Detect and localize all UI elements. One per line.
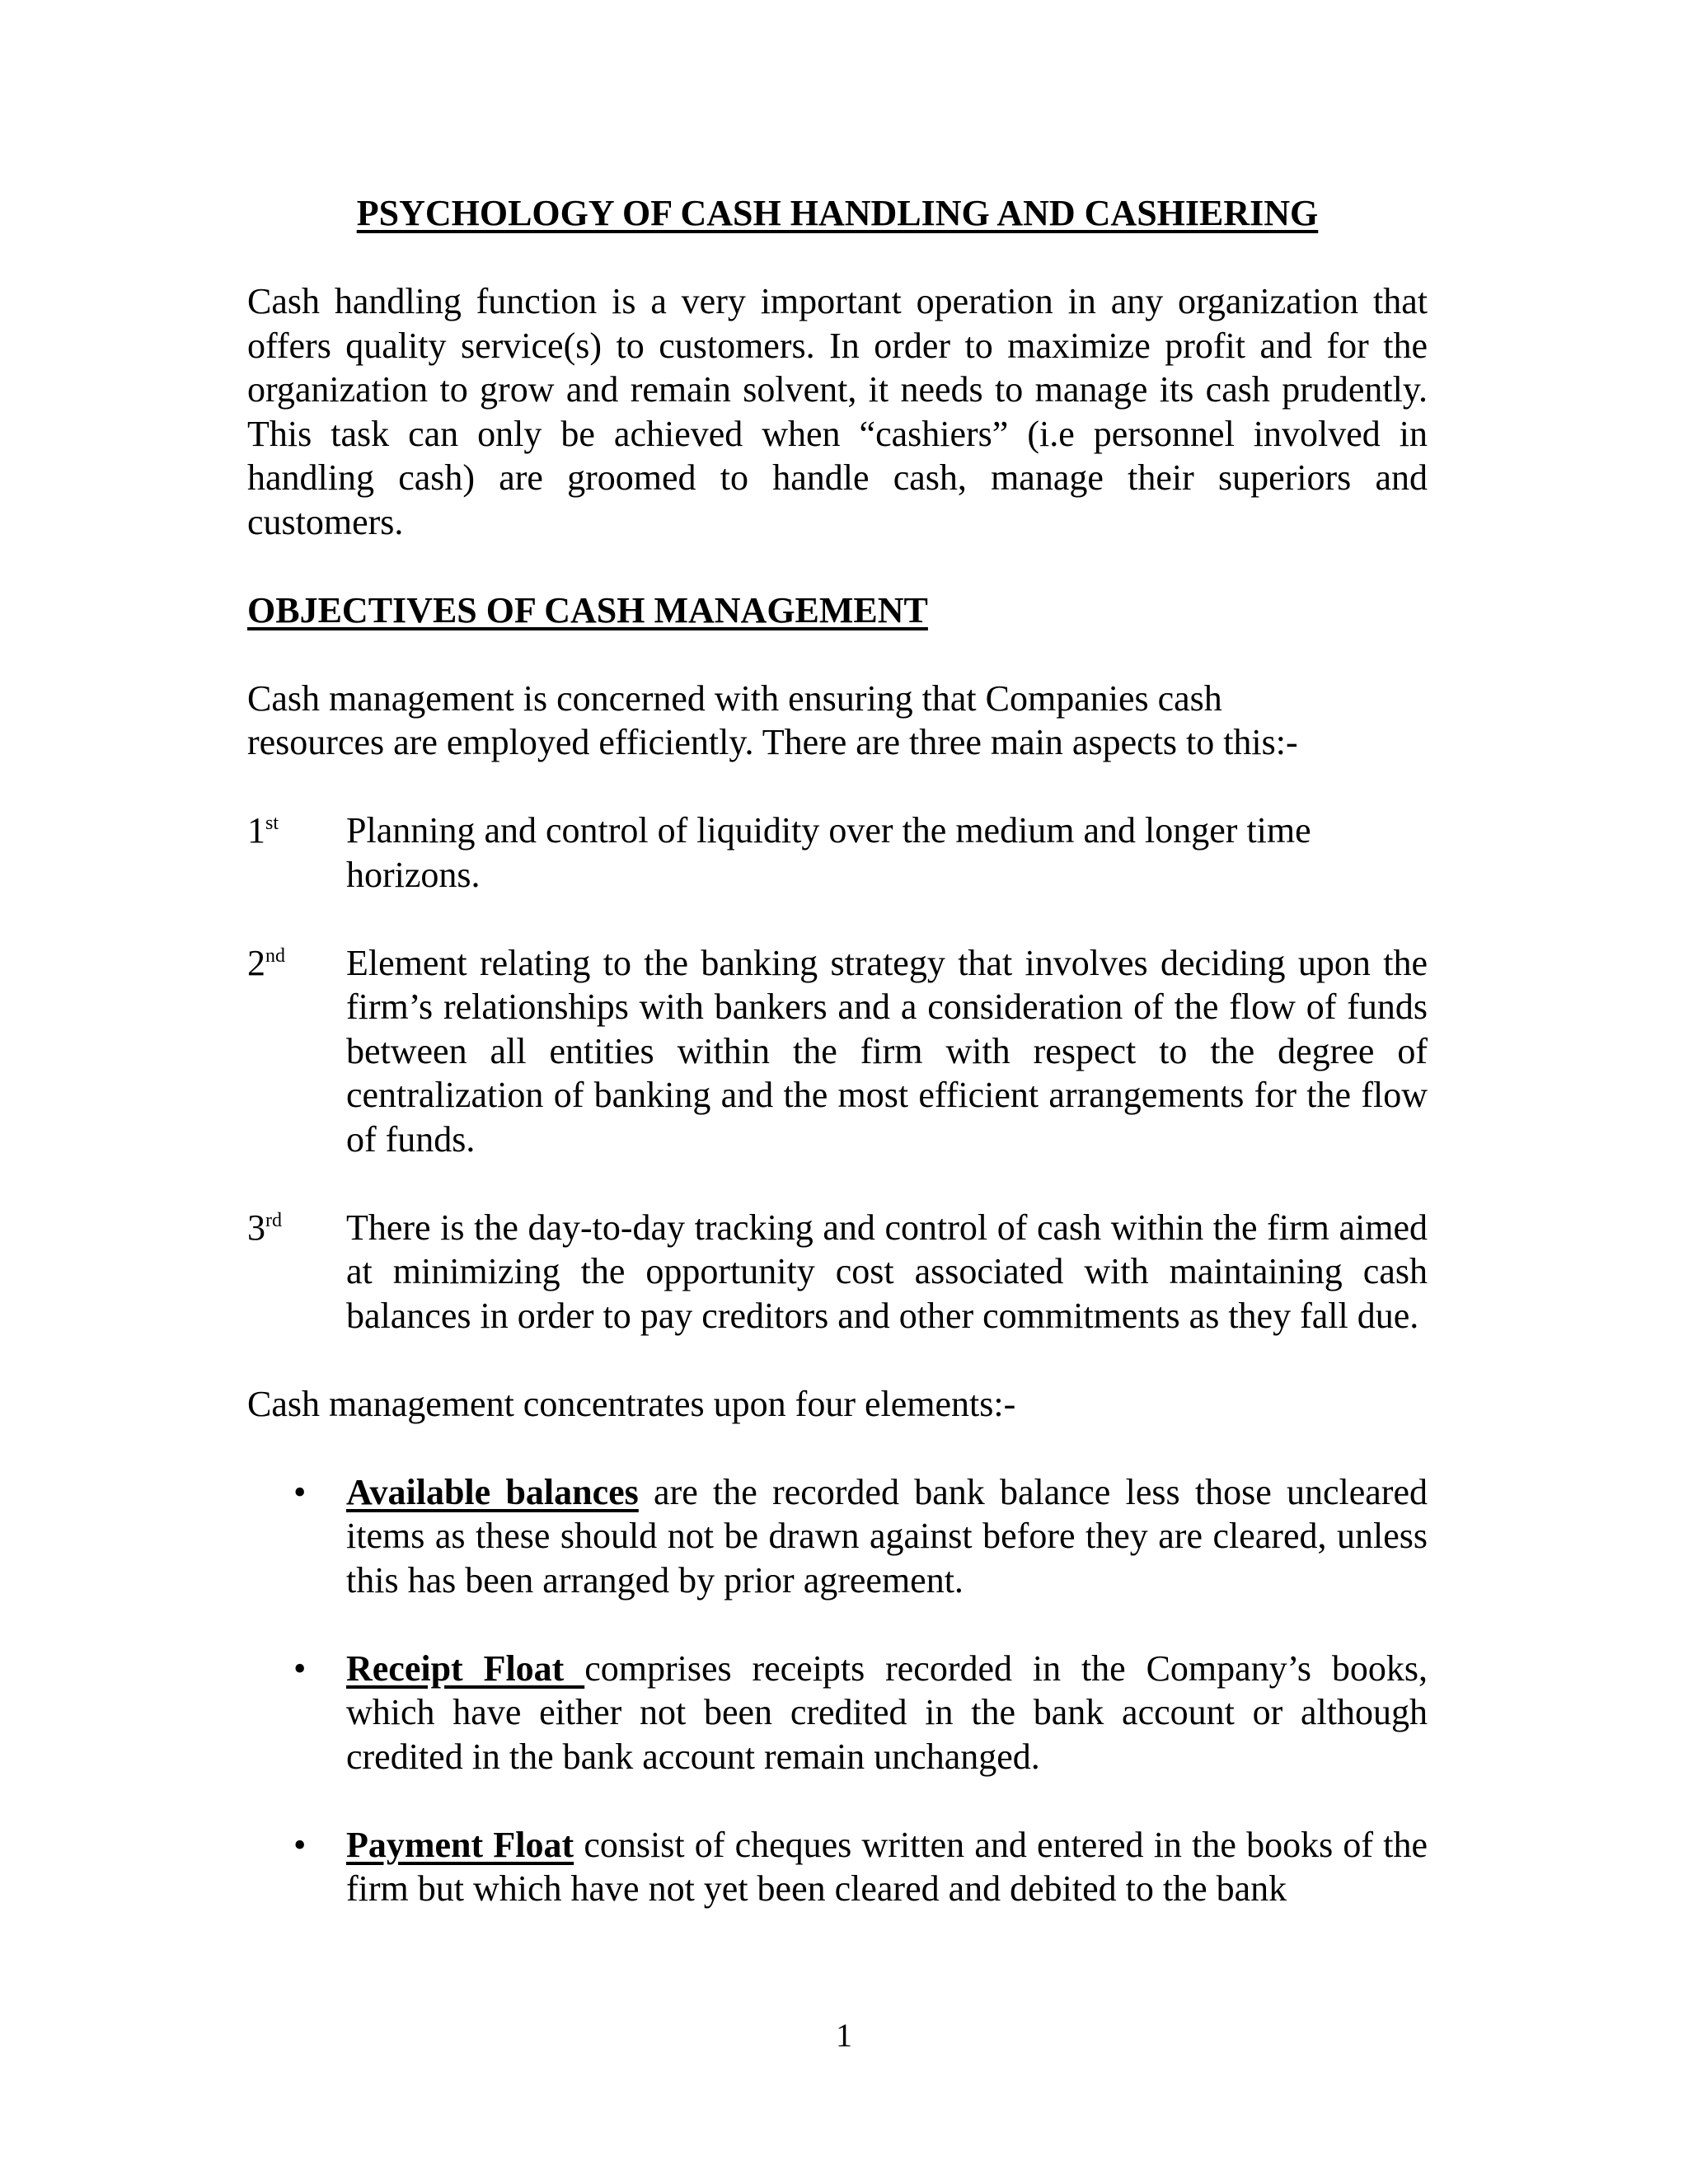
aspect-text-2: Element relating to the banking strategy that involves deciding upon the firm’s relationships with bankers and a consideration of the flow of funds between all entities within the firm with respect to the degree of centralization of banking and the most efficient arrangements for the flow of funds. — [346, 942, 1428, 1160]
element-text-payment-float: Payment Float consist of cheques written and entered in the books of the firm but which have not yet been cleared and debited to the bank — [346, 1824, 1428, 1909]
element-text-available-balances: Available balances are the recorded bank balance less those uncleared items as these should not be drawn against before they are cleared, unless this has been arranged by prior agreement. — [346, 1471, 1428, 1601]
objectives-heading-text: OBJECTIVES OF CASH MANAGEMENT — [247, 589, 928, 630]
objectives-heading — [247, 588, 1428, 633]
bullet-icon: • — [293, 1471, 307, 1512]
aspect-item-3 — [247, 1206, 1428, 1338]
element-item-receipt-float — [293, 1647, 1428, 1779]
elements-intro: Cash management concentrates upon four elements:- — [247, 1383, 1016, 1424]
element-text-receipt-float: Receipt Float comprises receipts recorded in the Company’s books, which have either not been credited in the bank account or although credited in the bank account remain unchanged. — [346, 1647, 1428, 1777]
aspect-text-1: Planning and control of liquidity over the medium and longer time horizons. — [346, 810, 1311, 895]
objectives-intro — [247, 677, 1428, 765]
aspect-item-2 — [247, 941, 1428, 1162]
element-term-payment-float: Payment Float — [346, 1824, 574, 1865]
element-item-available-balances — [293, 1470, 1428, 1603]
aspect-number-1: 1st — [247, 810, 279, 851]
element-term-receipt-float: Receipt Float — [346, 1647, 585, 1689]
bullet-icon: • — [293, 1824, 307, 1865]
objectives-intro-line-1: Cash management is concerned with ensuring that Companies cash — [247, 677, 1222, 719]
intro-paragraph: Cash handling function is a very important operation in any organization that offers quality service(s) to customers. In order to maximize profit and for the organization to grow and remain solvent, it needs to manage its cash prudently. This task can only be achieved when “cashiers” (i.e personnel involved in handling cash) are groomed to handle cash, manage their superiors and customers. — [247, 281, 1428, 542]
element-term-available-balances: Available balances — [346, 1471, 639, 1512]
aspect-item-1 — [247, 808, 1428, 897]
element-item-payment-float — [293, 1823, 1428, 1911]
objectives-intro-line-2: resources are employed efficiently. There are three main aspects to this:- — [247, 722, 1298, 762]
aspect-text-3: There is the day-to-day tracking and control of cash within the firm aimed at minimizing the opportunity cost associated with maintaining cash balances in order to pay creditors and other commitments as they fall due. — [346, 1207, 1428, 1336]
document-title: PSYCHOLOGY OF CASH HANDLING AND CASHIERING — [356, 193, 1319, 233]
bullet-icon: • — [293, 1647, 307, 1689]
page-number: 1 — [836, 2017, 852, 2054]
aspect-number-2: 2nd — [247, 942, 285, 983]
aspect-number-3: 3rd — [247, 1207, 282, 1248]
document-body — [247, 191, 1428, 1911]
